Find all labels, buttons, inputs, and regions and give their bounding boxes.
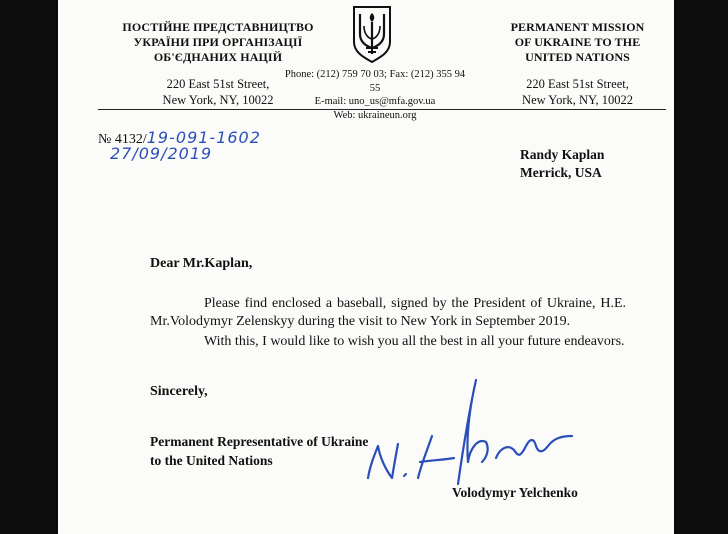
- address-city: New York, NY, 10022: [162, 93, 274, 107]
- letterhead-english-line-1: PERMANENT MISSION: [510, 20, 645, 34]
- reference-date-handwritten: 27/09/2019: [110, 144, 213, 163]
- contact-phone-fax: Phone: (212) 759 70 03; Fax: (212) 355 94 55: [284, 69, 466, 94]
- recipient-block: [520, 146, 604, 182]
- body-paragraph-1: Please find enclosed a baseball, signed by the President of Ukraine, H.E. Mr.Volodymyr Zelenskyy during the visit to New York in September 2019.: [150, 296, 626, 329]
- address-street: 220 East 51st Street,: [166, 77, 270, 91]
- trident-coat-of-arms-icon: [350, 4, 394, 64]
- address-city: New York, NY, 10022: [522, 93, 633, 107]
- letterhead-ukrainian-line-3: ОБ'ЄДНАНИХ НАЦІЙ: [153, 50, 283, 64]
- reference-prefix: № 4132/: [98, 132, 147, 147]
- contact-email: E-mail: uno_us@mfa.gov.ua: [314, 96, 436, 107]
- letter-page: [58, 0, 674, 534]
- recipient-name: Randy Kaplan: [520, 147, 605, 162]
- letterhead-ukrainian-line-2: УКРАЇНИ ПРИ ОРГАНІЗАЦІЇ: [133, 35, 303, 49]
- letterhead-english: [490, 20, 665, 108]
- signer-name: Volodymyr Yelchenko: [452, 485, 578, 500]
- signatory-title-line-1: Permanent Representative of Ukraine: [150, 434, 369, 449]
- address-street: 220 East 51st Street,: [526, 77, 629, 91]
- signatory-title-line-2: to the United Nations: [150, 453, 273, 468]
- letterhead-divider: [98, 109, 666, 110]
- reference-number-handwritten: 19-091-1602: [146, 128, 261, 147]
- letterhead-english-line-2: OF UKRAINE TO THE: [514, 35, 641, 49]
- salutation: Dear Mr.Kaplan,: [150, 256, 253, 271]
- handwritten-signature-icon: [358, 366, 588, 490]
- letterhead-english-address: [490, 76, 665, 108]
- letterhead-english-line-3: UNITED NATIONS: [525, 50, 630, 64]
- signatory-title: [150, 432, 368, 470]
- letterhead-ukrainian-line-1: ПОСТІЙНЕ ПРЕДСТАВНИЦТВО: [122, 20, 314, 34]
- recipient-location: Merrick, USA: [520, 165, 602, 180]
- letterhead-contact: [282, 68, 468, 122]
- closing: Sincerely,: [150, 384, 208, 399]
- body-paragraph-2: With this, I would like to wish you all the best in all your future endeavors.: [204, 334, 625, 349]
- contact-web: Web: ukraineun.org: [333, 109, 417, 121]
